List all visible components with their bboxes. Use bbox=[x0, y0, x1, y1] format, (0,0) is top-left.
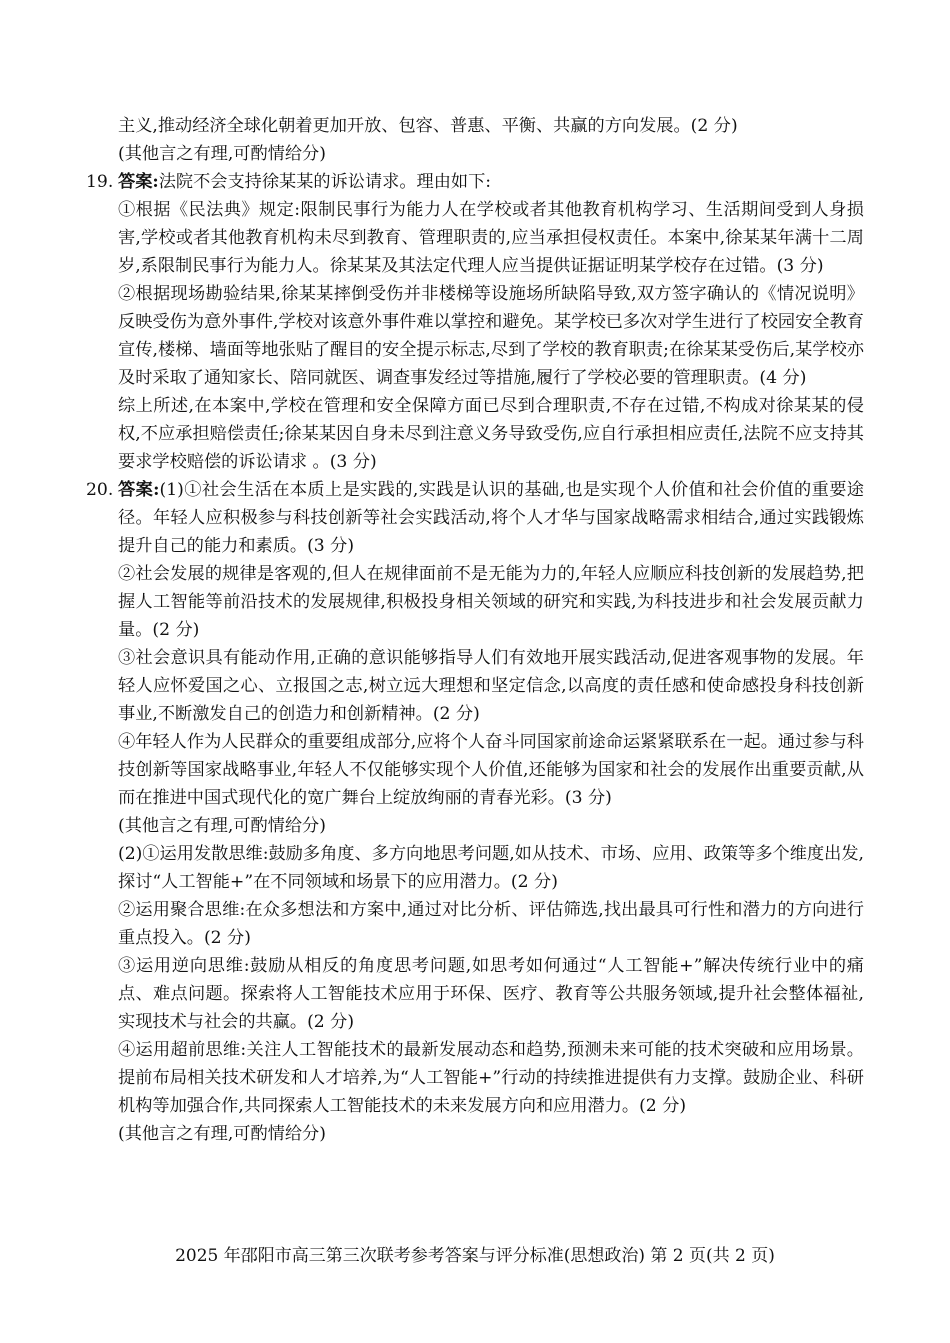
paragraph: ③社会意识具有能动作用,正确的意识能够指导人们有效地开展实践活动,促进客观事物的发展。年轻人应怀爱国之心、立报国之志,树立远大理想和坚定信念,以高度的责任感和使命感投身科技创新事业,不断激发自己的创造力和创新精神。(2 分) bbox=[118, 648, 864, 724]
paragraph: (其他言之有理,可酌情给分) bbox=[118, 144, 326, 164]
paragraph: ①根据《民法典》规定:限制民事行为能力人在学校或者其他教育机构学习、生活期间受到人身损害,学校或者其他教育机构未尽到教育、管理职责的,应当承担侵权责任。本案中,徐某某年满十二周岁,系限制民事行为能力人。徐某某及其法定代理人应当提供证据证明某学校存在过错。(3 分) bbox=[118, 200, 864, 276]
paragraph: ②根据现场勘验结果,徐某某摔倒受伤并非楼梯等设施场所缺陷导致,双方签字确认的《情况说明》反映受伤为意外事件,学校对该意外事件难以掌控和避免。某学校已多次对学生进行了校园安全教育宣传,楼梯、墙面等地张贴了醒目的安全提示标志,尽到了学校的教育职责;在徐某某受伤后,某学校亦及时采取了通知家长、陪同就医、调查事发经过等措施,履行了学校必要的管理职责。(4 分) bbox=[118, 284, 864, 388]
paragraph: ④年轻人作为人民群众的重要组成部分,应将个人奋斗同国家前途命运紧紧联系在一起。通过参与科技创新等国家战略事业,年轻人不仅能够实现个人价值,还能够为国家和社会的发展作出重要贡献,从而在推进中国式现代化的宽广舞台上绽放绚丽的青春光彩。(3 分) bbox=[118, 732, 864, 808]
answer-intro: (1)①社会生活在本质上是实践的,实践是认识的基础,也是实现个人价值和社会价值的重要途径。年轻人应积极参与科技创新等社会实践活动,将个人才华与国家战略需求相结合,通过实践锻炼提升自己的能力和素质。(3 分) bbox=[118, 480, 864, 556]
answer-label: 答案: bbox=[118, 172, 159, 192]
answer-label: 答案: bbox=[118, 480, 160, 500]
paragraph: 主义,推动经济全球化朝着更加开放、包容、普惠、平衡、共赢的方向发展。(2 分) bbox=[118, 116, 738, 136]
question-20-heading bbox=[86, 476, 864, 560]
paragraph: (其他言之有理,可酌情给分) bbox=[118, 816, 326, 836]
question-number: 20. bbox=[86, 480, 114, 500]
question-19-heading bbox=[86, 168, 864, 196]
paragraph: ④运用超前思维:关注人工智能技术的最新发展动态和趋势,预测未来可能的技术突破和应用场景。提前布局相关技术研发和人才培养,为“人工智能+”行动的持续推进提供有力支撑。鼓励企业、科研机构等加强合作,共同探索人工智能技术的未来发展方向和应用潜力。(2 分) bbox=[118, 1040, 864, 1116]
paragraph: ②社会发展的规律是客观的,但人在规律面前不是无能为力的,年轻人应顺应科技创新的发展趋势,把握人工智能等前沿技术的发展规律,积极投身相关领域的研究和实践,为科技进步和社会发展贡献力量。(2 分) bbox=[118, 564, 864, 640]
paragraph: (2)①运用发散思维:鼓励多角度、多方向地思考问题,如从技术、市场、应用、政策等多个维度出发,探讨“人工智能+”在不同领域和场景下的应用潜力。(2 分) bbox=[118, 844, 864, 892]
answer-intro: 法院不会支持徐某某的诉讼请求。理由如下: bbox=[158, 172, 492, 192]
page-footer: 2025 年邵阳市高三第三次联考参考答案与评分标准(思想政治) 第 2 页(共 2 页) bbox=[175, 1246, 775, 1266]
paragraph: ③运用逆向思维:鼓励从相反的角度思考问题,如思考如何通过“人工智能+”解决传统行业中的痛点、难点问题。探索将人工智能技术应用于环保、医疗、教育等公共服务领域,提升社会整体福祉,实现技术与社会的共赢。(2 分) bbox=[118, 956, 864, 1032]
paragraph: 综上所述,在本案中,学校在管理和安全保障方面已尽到合理职责,不存在过错,不构成对徐某某的侵权,不应承担赔偿责任;徐某某因自身未尽到注意义务导致受伤,应自行承担相应责任,法院不应支持其要求学校赔偿的诉讼请求 。(3 分) bbox=[118, 396, 864, 472]
paragraph: (其他言之有理,可酌情给分) bbox=[118, 1124, 326, 1144]
answer-content bbox=[86, 112, 864, 1148]
question-number: 19. bbox=[86, 172, 114, 192]
paragraph: ②运用聚合思维:在众多想法和方案中,通过对比分析、评估筛选,找出最具可行性和潜力的方向进行重点投入。(2 分) bbox=[118, 900, 864, 948]
